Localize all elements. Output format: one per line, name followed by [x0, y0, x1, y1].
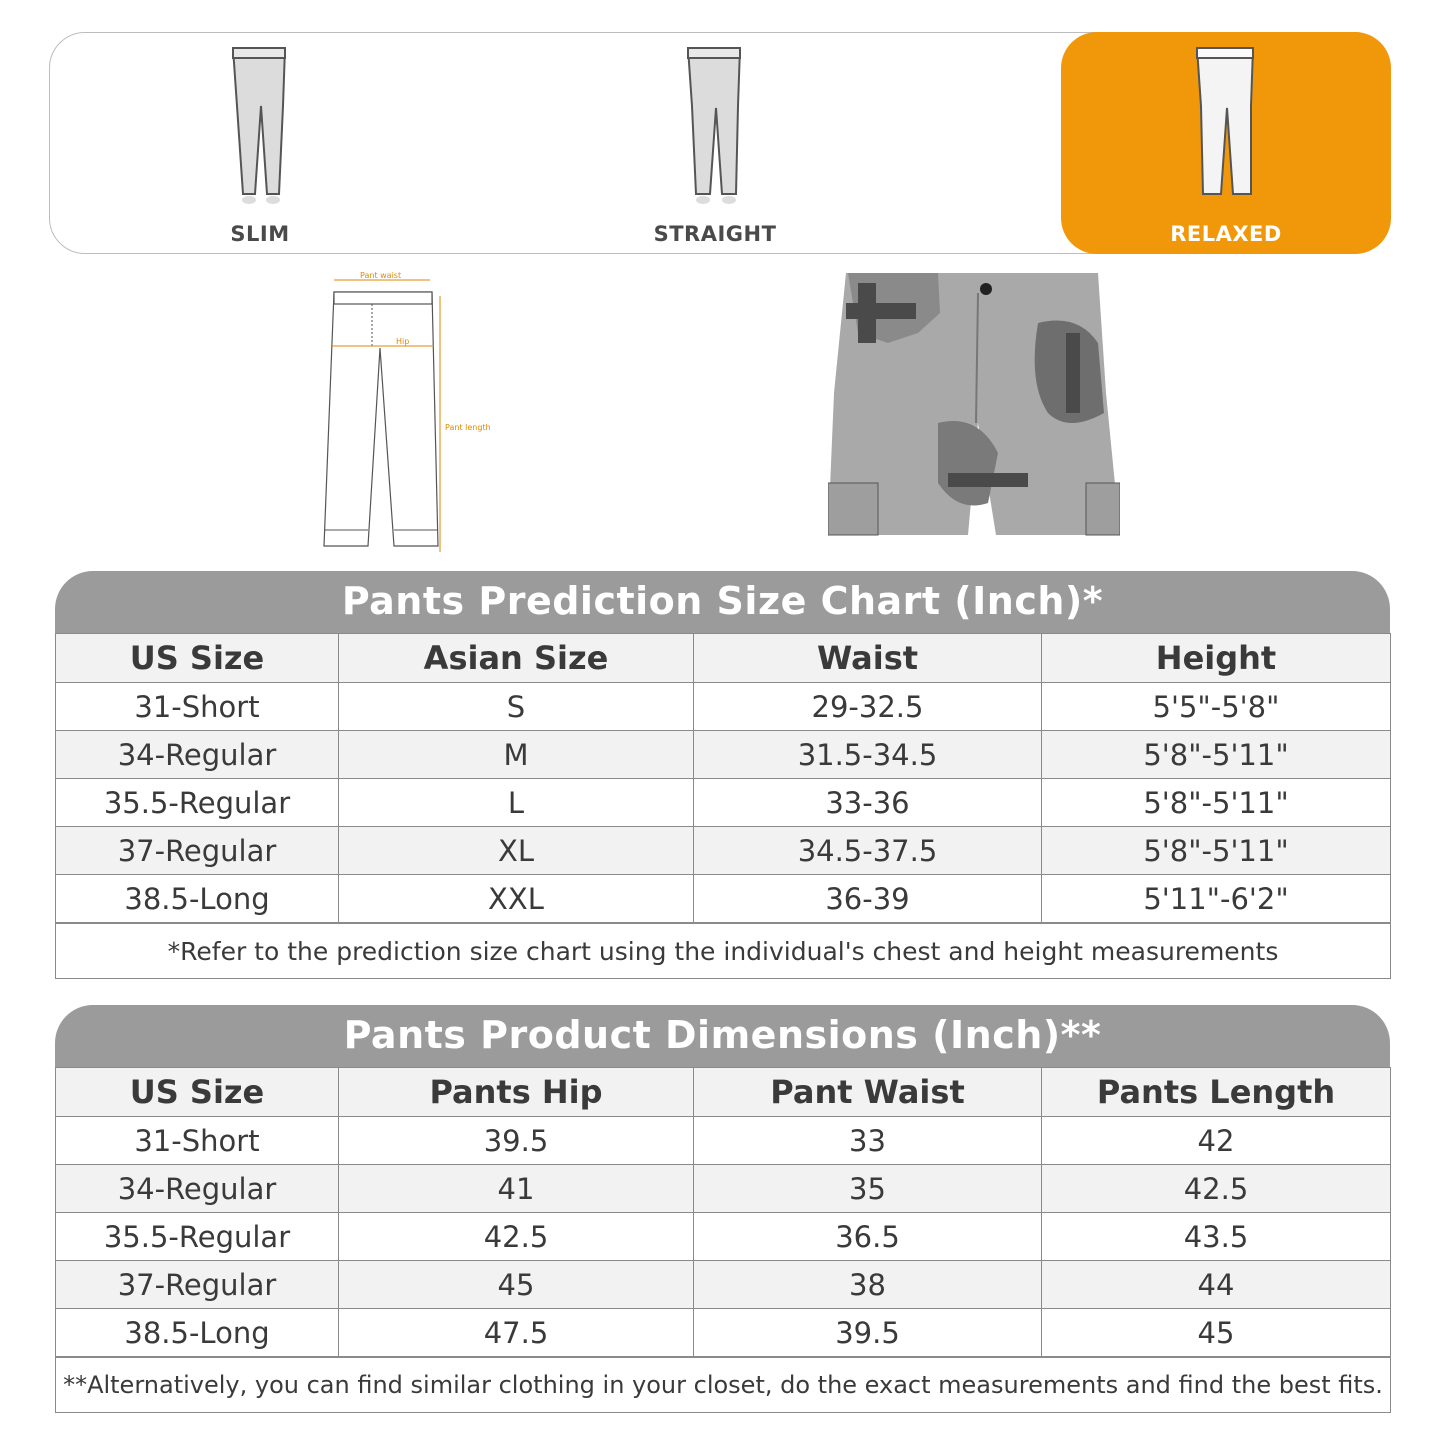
header-cell: Height — [1042, 634, 1391, 683]
dimensions-table — [55, 1067, 1391, 1413]
table-cell: 34-Regular — [56, 731, 339, 779]
table-cell: 42.5 — [339, 1213, 694, 1261]
size-chart-note: *Refer to the prediction size chart using the individual's chest and height measurements — [56, 923, 1391, 979]
table-cell: 35.5-Regular — [56, 779, 339, 827]
table-cell: 38 — [694, 1261, 1042, 1309]
table-cell: 35 — [694, 1165, 1042, 1213]
fit-option-straight[interactable] — [580, 32, 850, 254]
table-cell: 38.5-Long — [56, 1309, 339, 1358]
table-cell: 5'11"-6'2" — [1042, 875, 1391, 924]
table-cell: 36-39 — [694, 875, 1042, 924]
table-cell: 37-Regular — [56, 1261, 339, 1309]
table-cell: M — [339, 731, 694, 779]
dimensions-chart — [55, 1005, 1390, 1413]
table-cell: 31.5-34.5 — [694, 731, 1042, 779]
table-cell: 5'8"-5'11" — [1042, 779, 1391, 827]
hip-label: Hip — [396, 337, 410, 346]
table-row — [56, 1261, 1391, 1309]
table-cell: 39.5 — [339, 1117, 694, 1165]
table-row — [56, 1309, 1391, 1358]
header-cell: Asian Size — [339, 634, 694, 683]
table-row — [56, 1213, 1391, 1261]
table-cell: 5'8"-5'11" — [1042, 827, 1391, 875]
table-cell: 43.5 — [1042, 1213, 1391, 1261]
table-cell: 41 — [339, 1165, 694, 1213]
table-row — [56, 827, 1391, 875]
table-cell: 42 — [1042, 1117, 1391, 1165]
fit-selector — [49, 32, 1390, 254]
slim-pants-icon — [225, 46, 295, 206]
table-header-row — [56, 634, 1391, 683]
table-cell: 34-Regular — [56, 1165, 339, 1213]
table-cell: 45 — [1042, 1309, 1391, 1358]
table-cell: 34.5-37.5 — [694, 827, 1042, 875]
table-header-row — [56, 1068, 1391, 1117]
table-cell: 47.5 — [339, 1309, 694, 1358]
table-cell: 33 — [694, 1117, 1042, 1165]
size-chart-title: Pants Prediction Size Chart (Inch)* — [55, 571, 1390, 633]
fit-label-relaxed: RELAXED — [1170, 222, 1282, 246]
table-cell: 38.5-Long — [56, 875, 339, 924]
table-cell: 33-36 — [694, 779, 1042, 827]
table-cell: 5'5"-5'8" — [1042, 683, 1391, 731]
table-cell: L — [339, 779, 694, 827]
table-cell: 44 — [1042, 1261, 1391, 1309]
table-row — [56, 779, 1391, 827]
header-cell: US Size — [56, 634, 339, 683]
table-cell: 31-Short — [56, 683, 339, 731]
table-cell: 36.5 — [694, 1213, 1042, 1261]
size-chart-table — [55, 633, 1391, 979]
table-row — [56, 683, 1391, 731]
header-cell: Waist — [694, 634, 1042, 683]
table-note-row — [56, 1357, 1391, 1413]
table-row — [56, 1165, 1391, 1213]
table-cell: 5'8"-5'11" — [1042, 731, 1391, 779]
measurement-diagram — [310, 268, 520, 560]
table-cell: 31-Short — [56, 1117, 339, 1165]
size-chart — [55, 571, 1390, 979]
dimensions-title: Pants Product Dimensions (Inch)** — [55, 1005, 1390, 1067]
table-row — [56, 875, 1391, 924]
pant-length-label: Pant length — [445, 423, 491, 432]
pant-waist-label: Pant waist — [360, 271, 402, 280]
header-cell: Pants Length — [1042, 1068, 1391, 1117]
table-cell: 35.5-Regular — [56, 1213, 339, 1261]
header-cell: US Size — [56, 1068, 339, 1117]
header-cell: Pants Hip — [339, 1068, 694, 1117]
table-cell: XXL — [339, 875, 694, 924]
table-cell: 37-Regular — [56, 827, 339, 875]
header-cell: Pant Waist — [694, 1068, 1042, 1117]
table-row — [56, 1117, 1391, 1165]
table-cell: 45 — [339, 1261, 694, 1309]
fit-option-relaxed[interactable] — [1061, 32, 1391, 254]
straight-pants-icon — [680, 46, 750, 206]
table-cell: 42.5 — [1042, 1165, 1391, 1213]
table-note-row — [56, 923, 1391, 979]
table-row — [56, 731, 1391, 779]
table-cell: XL — [339, 827, 694, 875]
fit-label-slim: SLIM — [230, 222, 290, 246]
product-photo — [828, 273, 1120, 545]
relaxed-pants-icon — [1191, 46, 1261, 206]
table-cell: 29-32.5 — [694, 683, 1042, 731]
dimensions-note: **Alternatively, you can find similar clothing in your closet, do the exact measurements and find the best fits. — [56, 1357, 1391, 1413]
table-cell: S — [339, 683, 694, 731]
table-cell: 39.5 — [694, 1309, 1042, 1358]
fit-label-straight: STRAIGHT — [653, 222, 777, 246]
fit-option-slim[interactable] — [130, 32, 390, 254]
